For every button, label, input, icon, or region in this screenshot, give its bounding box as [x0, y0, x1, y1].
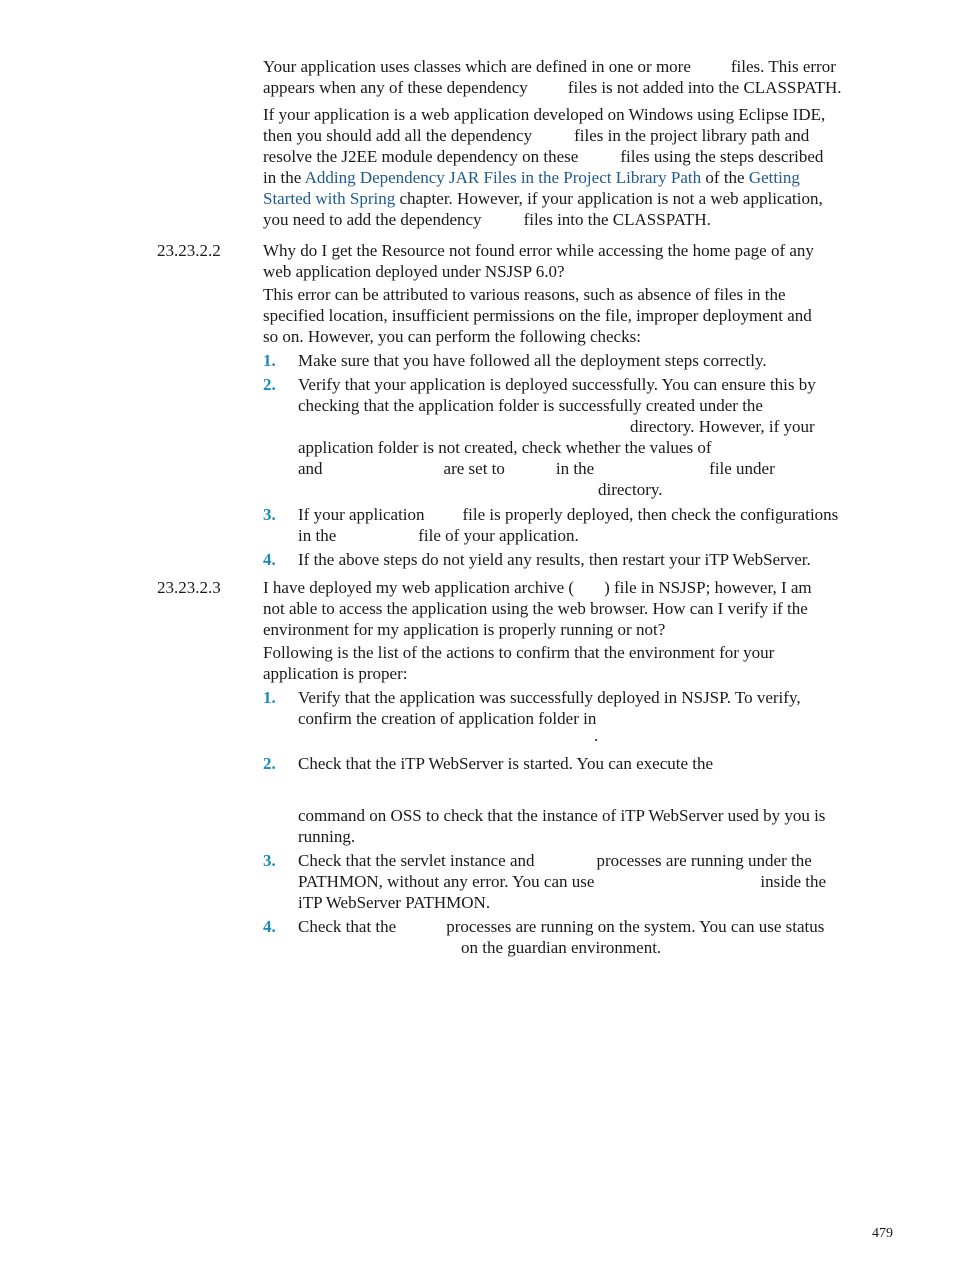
- text: in the: [263, 168, 302, 187]
- text: Verify that the application was successfully deployed in NSJSP. To verify,: [298, 688, 801, 707]
- text: so on. However, you can perform the following checks:: [263, 327, 641, 346]
- list-number: 3.: [263, 505, 276, 524]
- text: files in the project library path and: [574, 126, 810, 145]
- section-number: 23.23.2.3: [157, 578, 221, 597]
- text: Check that the: [298, 917, 397, 936]
- text: in the: [555, 459, 595, 478]
- answer-paragraph: [263, 642, 899, 684]
- text: resolve the J2EE module dependency on these: [263, 147, 579, 166]
- question-heading: [263, 577, 899, 640]
- text: If your application: [298, 505, 425, 524]
- text: iTP WebServer PATHMON.: [298, 893, 491, 912]
- intro-paragraph-1: [263, 56, 899, 98]
- question-heading: [263, 240, 899, 282]
- text: processes are running on the system. You can use status: [446, 917, 825, 936]
- link-getting-started-spring-b[interactable]: Started with Spring: [263, 189, 396, 208]
- text: files into the CLASSPATH.: [523, 210, 711, 229]
- intro-paragraph-2: [263, 104, 899, 230]
- page-number: 479: [872, 1226, 893, 1241]
- text: environment for my application is properly running or not?: [263, 620, 666, 639]
- text: and: [298, 459, 323, 478]
- text: in the: [298, 526, 337, 545]
- answer-paragraph: [263, 284, 899, 347]
- text: application folder is not created, check whether the values of: [298, 438, 712, 457]
- list-number: 3.: [263, 851, 276, 870]
- list-number: 4.: [263, 917, 276, 936]
- text: If the above steps do not yield any results, then restart your iTP WebServer.: [298, 550, 811, 569]
- text: .: [594, 726, 599, 745]
- text: command on OSS to check that the instance of iTP WebServer used by you is: [298, 806, 826, 825]
- text: Check that the servlet instance and: [298, 851, 535, 870]
- text: chapter. However, if your application is not a web application,: [399, 189, 823, 208]
- text: file is properly deployed, then check the configurations: [462, 505, 839, 524]
- text: processes are running under the: [596, 851, 812, 870]
- section-number: 23.23.2.2: [157, 241, 221, 260]
- text: Why do I get the Resource not found error while accessing the home page of any: [263, 241, 814, 260]
- text: confirm the creation of application folder in: [298, 709, 597, 728]
- list-number: 2.: [263, 375, 276, 394]
- text: file of your application.: [418, 526, 579, 545]
- text: If your application is a web application developed on Windows using Eclipse IDE,: [263, 105, 826, 124]
- text: then you should add all the dependency: [263, 126, 533, 145]
- text: Check that the iTP WebServer is started. You can execute the: [298, 754, 714, 773]
- text: files. This error: [730, 57, 836, 76]
- text: This error can be attributed to various reasons, such as absence of files in the: [263, 285, 786, 304]
- text: files using the steps described: [620, 147, 824, 166]
- text: files is not added into the CLASSPATH.: [567, 78, 842, 97]
- text: Verify that your application is deployed successfully. You can ensure this by: [298, 375, 816, 394]
- text: Make sure that you have followed all the deployment steps correctly.: [298, 351, 767, 370]
- text: you need to add the dependency: [263, 210, 482, 229]
- text: file under: [709, 459, 775, 478]
- text: web application deployed under NSJSP 6.0?: [263, 262, 565, 281]
- text: on the guardian environment.: [461, 938, 662, 957]
- text: checking that the application folder is successfully created under the: [298, 396, 763, 415]
- text: directory.: [598, 480, 663, 499]
- text: Following is the list of the actions to confirm that the environment for your: [263, 643, 775, 662]
- text: specified location, insufficient permissions on the file, improper deployment and: [263, 306, 812, 325]
- text: Your application uses classes which are defined in one or more: [263, 57, 691, 76]
- link-getting-started-spring-a[interactable]: Getting: [748, 168, 800, 187]
- text: directory. However, if your: [630, 417, 815, 436]
- list-number: 4.: [263, 550, 276, 569]
- text: ) file in NSJSP; however, I am: [604, 578, 812, 597]
- list-number: 1.: [263, 351, 276, 370]
- text: not able to access the application using the web browser. How can I verify if the: [263, 599, 808, 618]
- text: running.: [298, 827, 356, 846]
- text: inside the: [760, 872, 827, 891]
- list-number: 2.: [263, 754, 276, 773]
- list-number: 1.: [263, 688, 276, 707]
- link-adding-dependency-jar[interactable]: Adding Dependency JAR Files in the Project Library Path: [304, 168, 702, 187]
- text: appears when any of these dependency: [263, 78, 528, 97]
- text: application is proper:: [263, 664, 408, 683]
- text: I have deployed my web application archive (: [263, 578, 575, 597]
- text: are set to: [443, 459, 505, 478]
- text: PATHMON, without any error. You can use: [298, 872, 595, 891]
- text: of the: [705, 168, 745, 187]
